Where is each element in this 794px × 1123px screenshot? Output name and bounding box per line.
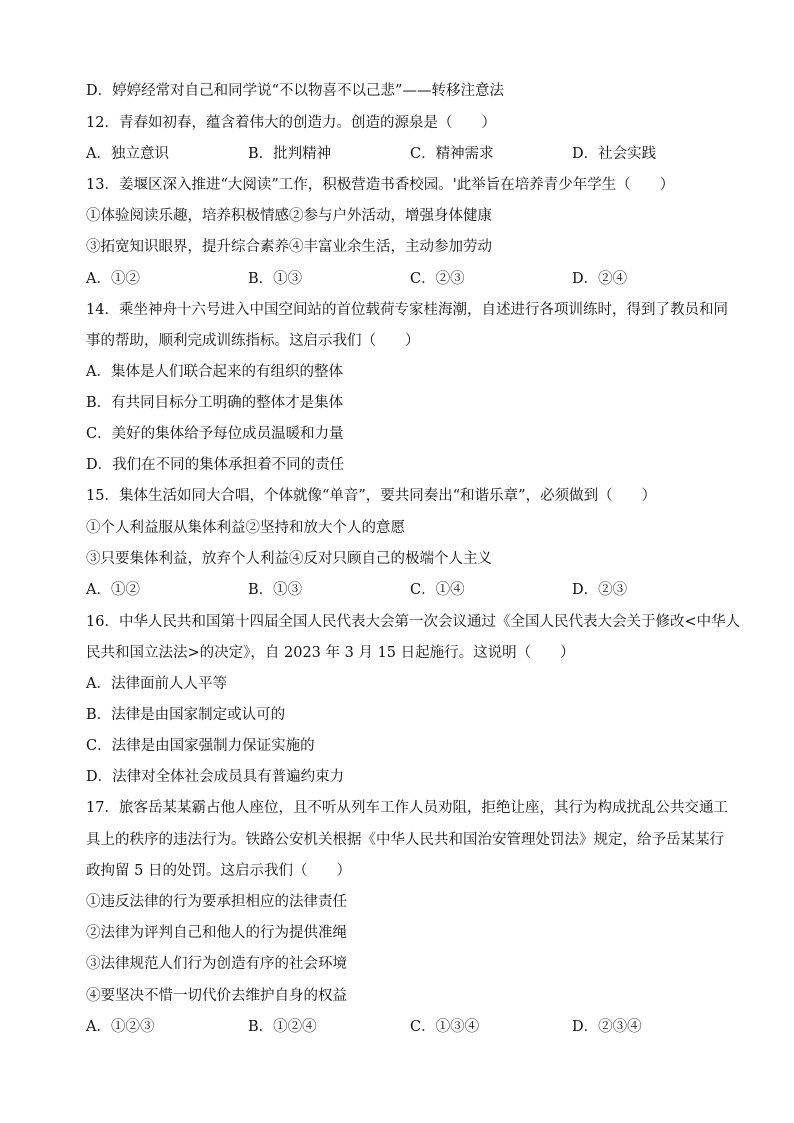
q16-stem-line-2: 民共和国立法法>的决定》，自 2023 年 3 月 15 日起施行。这说明（ ） — [86, 645, 575, 661]
q16-option-a: A．法律面前人人平等 — [86, 676, 227, 692]
q17-stem-line-1: 17．旅客岳某某霸占他人座位，且不听从列车工作人员劝阻，拒绝让座，其行为构成扰乱公共交通工 — [86, 800, 728, 816]
q15-option-c: C．①④ — [410, 582, 465, 598]
q17-stem-line-3: 政拘留 5 日的处罚。这启示我们（ ） — [86, 863, 351, 879]
q15-stem: 15．集体生活如同大合唱，个体就像“单音”，要共同奏出“和谐乐章”，必须做到（ ） — [86, 488, 657, 504]
q13-item-line-1: ①体验阅读乐趣，培养积极情感②参与户外活动，增强身体健康 — [86, 208, 492, 224]
q13-option-a: A．①② — [86, 271, 140, 287]
q14-option-c: C．美好的集体给予每位成员温暖和力量 — [86, 426, 344, 442]
q13-stem: 13．姜堰区深入推进“大阅读”工作，积极营造书香校园。'此举旨在培养青少年学生（ ） — [86, 177, 675, 193]
q16-option-d: D．法律对全体社会成员具有普遍约束力 — [86, 769, 345, 785]
q14-stem-line-2: 事的帮助，顺利完成训练指标。这启示我们（ ） — [86, 333, 420, 349]
q12-stem: 12．青春如初春，蕴含着伟大的创造力。创造的源泉是（ ） — [86, 115, 496, 131]
q12-option-b: B．批判精神 — [248, 146, 332, 162]
q17-item-4: ④要坚决不惜一切代价去维护自身的权益 — [86, 988, 347, 1004]
q14-option-a: A．集体是人们联合起来的有组织的整体 — [86, 364, 343, 380]
q17-option-c: C．①③④ — [410, 1019, 480, 1035]
q15-option-d: D．②③ — [572, 582, 628, 598]
q17-item-3: ③法律规范人们行为创造有序的社会环境 — [86, 956, 347, 972]
q16-stem-line-1: 16．中华人民共和国第十四届全国人民代表大会第一次会议通过《全国人民代表大会关于修改<中华人 — [86, 614, 741, 630]
q14-option-d: D．我们在不同的集体承担着不同的责任 — [86, 457, 345, 473]
q14-stem-line-1: 14．乘坐神舟十六号进入中国空间站的首位载荷专家桂海潮，自述进行各项训练时，得到了教员和同 — [86, 302, 728, 318]
q17-option-d: D．②③④ — [572, 1019, 642, 1035]
q12-option-c: C．精神需求 — [410, 146, 494, 162]
q16-option-c: C．法律是由国家强制力保证实施的 — [86, 738, 315, 754]
q15-option-b: B．①③ — [248, 582, 303, 598]
q17-item-1: ①违反法律的行为要承担相应的法律责任 — [86, 894, 347, 910]
q15-item-line-1: ①个人利益服从集体利益②坚持和放大个人的意愿 — [86, 520, 405, 536]
q14-option-b: B．有共同目标分工明确的整体才是集体 — [86, 395, 344, 411]
q17-stem-line-2: 具上的秩序的违法行为。铁路公安机关根据《中华人民共和国治安管理处罚法》规定，给予岳某某行 — [86, 832, 724, 848]
q15-item-line-2: ③只要集体利益，放弃个人利益④反对只顾自己的极端个人主义 — [86, 551, 492, 567]
q11-option-d: D．婷婷经常对自己和同学说“不以物喜不以己悲”——转移注意法 — [86, 83, 504, 99]
q13-option-b: B．①③ — [248, 271, 303, 287]
q13-option-c: C．②③ — [410, 271, 465, 287]
q17-item-2: ②法律为评判自己和他人的行为提供准绳 — [86, 925, 347, 941]
q12-option-a: A．独立意识 — [86, 146, 169, 162]
q12-option-d: D．社会实践 — [572, 146, 657, 162]
q13-option-d: D．②④ — [572, 271, 628, 287]
q17-option-b: B．①②④ — [248, 1019, 317, 1035]
q13-item-line-2: ③拓宽知识眼界，提升综合素养④丰富业余生活，主动参加劳动 — [86, 239, 492, 255]
q15-option-a: A．①② — [86, 582, 140, 598]
q16-option-b: B．法律是由国家制定或认可的 — [86, 707, 286, 723]
q17-option-a: A．①②③ — [86, 1019, 155, 1035]
